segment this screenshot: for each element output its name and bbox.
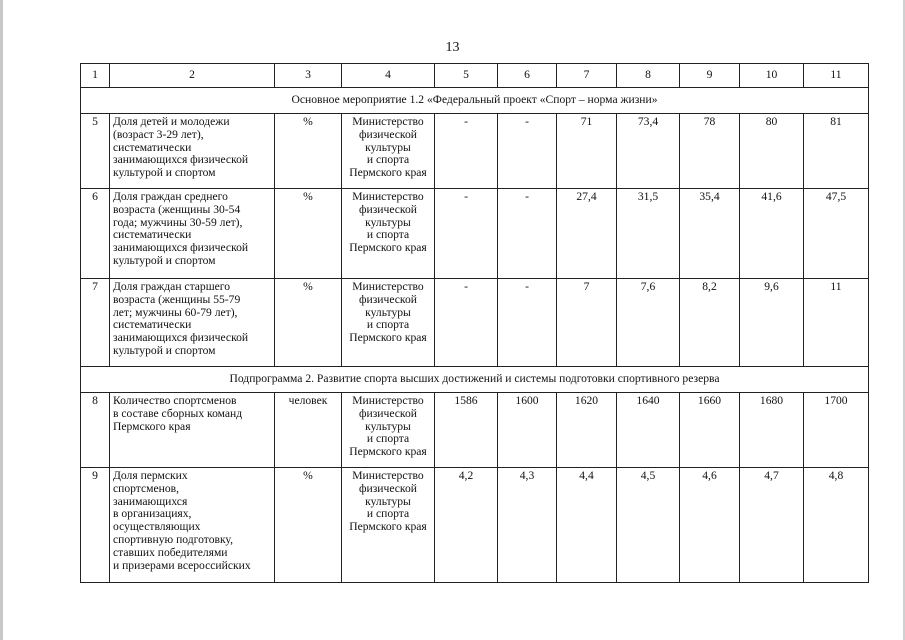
table-row (81, 279, 869, 367)
indicator-name: Доля детей и молодежи (возраст 3-29 лет), систематически занимающихся физической культурой и спортом (110, 114, 275, 189)
header-cell: 11 (804, 64, 869, 88)
value-cell: 1600 (498, 393, 557, 468)
row-number: 6 (81, 189, 110, 279)
value-cell: 4,2 (435, 468, 498, 583)
value-cell: 1700 (804, 393, 869, 468)
header-cell: 2 (110, 64, 275, 88)
row-number: 5 (81, 114, 110, 189)
header-cell: 5 (435, 64, 498, 88)
table-row (81, 114, 869, 189)
unit-cell: человек (275, 393, 342, 468)
ministry-cell: Министерство физической культуры и спорта Пермского края (342, 468, 435, 583)
value-cell: 31,5 (617, 189, 680, 279)
value-cell: - (435, 114, 498, 189)
header-cell: 3 (275, 64, 342, 88)
row-number: 9 (81, 468, 110, 583)
ministry-cell: Министерство физической культуры и спорта Пермского края (342, 393, 435, 468)
section-row (81, 367, 869, 393)
unit-cell: % (275, 279, 342, 367)
unit-cell: % (275, 114, 342, 189)
header-cell: 10 (740, 64, 804, 88)
value-cell: 71 (557, 114, 617, 189)
value-cell: 73,4 (617, 114, 680, 189)
page-number: 13 (445, 40, 460, 55)
value-cell: 35,4 (680, 189, 740, 279)
value-cell: 4,8 (804, 468, 869, 583)
value-cell: 1640 (617, 393, 680, 468)
value-cell: 4,4 (557, 468, 617, 583)
value-cell: - (498, 189, 557, 279)
header-row (81, 64, 869, 88)
value-cell: 4,5 (617, 468, 680, 583)
value-cell: 1660 (680, 393, 740, 468)
unit-cell: % (275, 468, 342, 583)
value-cell: 7 (557, 279, 617, 367)
value-cell: - (498, 279, 557, 367)
value-cell: 1586 (435, 393, 498, 468)
table-row (81, 468, 869, 583)
indicator-name: Доля граждан старшего возраста (женщины 55-79 лет; мужчины 60-79 лет), систематически занимающихся физической культурой и спортом (110, 279, 275, 367)
value-cell: 9,6 (740, 279, 804, 367)
value-cell: 78 (680, 114, 740, 189)
indicators-table (80, 63, 869, 583)
value-cell: 11 (804, 279, 869, 367)
value-cell: 1620 (557, 393, 617, 468)
row-number: 8 (81, 393, 110, 468)
header-cell: 4 (342, 64, 435, 88)
value-cell: 80 (740, 114, 804, 189)
indicator-name: Доля пермских спортсменов, занимающихся в организациях, осуществляющих спортивную подготовку, ставших победителями и призерами всероссийских (110, 468, 275, 583)
value-cell: - (435, 189, 498, 279)
header-cell: 9 (680, 64, 740, 88)
row-number: 7 (81, 279, 110, 367)
header-cell: 6 (498, 64, 557, 88)
ministry-cell: Министерство физической культуры и спорта Пермского края (342, 114, 435, 189)
section-title: Подпрограмма 2. Развитие спорта высших достижений и системы подготовки спортивного резерва (81, 367, 869, 393)
section-row (81, 88, 869, 114)
value-cell: 27,4 (557, 189, 617, 279)
ministry-cell: Министерство физической культуры и спорта Пермского края (342, 279, 435, 367)
table-row (81, 393, 869, 468)
value-cell: 4,3 (498, 468, 557, 583)
unit-cell: % (275, 189, 342, 279)
section-title: Основное мероприятие 1.2 «Федеральный проект «Спорт – норма жизни» (81, 88, 869, 114)
indicator-name: Доля граждан среднего возраста (женщины 30-54 года; мужчины 30-59 лет), систематически занимающихся физической культурой и спортом (110, 189, 275, 279)
value-cell: 4,7 (740, 468, 804, 583)
value-cell: 47,5 (804, 189, 869, 279)
value-cell: - (498, 114, 557, 189)
table-row (81, 189, 869, 279)
value-cell: 8,2 (680, 279, 740, 367)
indicator-name: Количество спортсменов в составе сборных команд Пермского края (110, 393, 275, 468)
value-cell: 4,6 (680, 468, 740, 583)
value-cell: 81 (804, 114, 869, 189)
value-cell: 41,6 (740, 189, 804, 279)
scan-edge-left (0, 0, 3, 640)
header-cell: 7 (557, 64, 617, 88)
value-cell: 7,6 (617, 279, 680, 367)
value-cell: 1680 (740, 393, 804, 468)
header-cell: 8 (617, 64, 680, 88)
ministry-cell: Министерство физической культуры и спорта Пермского края (342, 189, 435, 279)
value-cell: - (435, 279, 498, 367)
header-cell: 1 (81, 64, 110, 88)
